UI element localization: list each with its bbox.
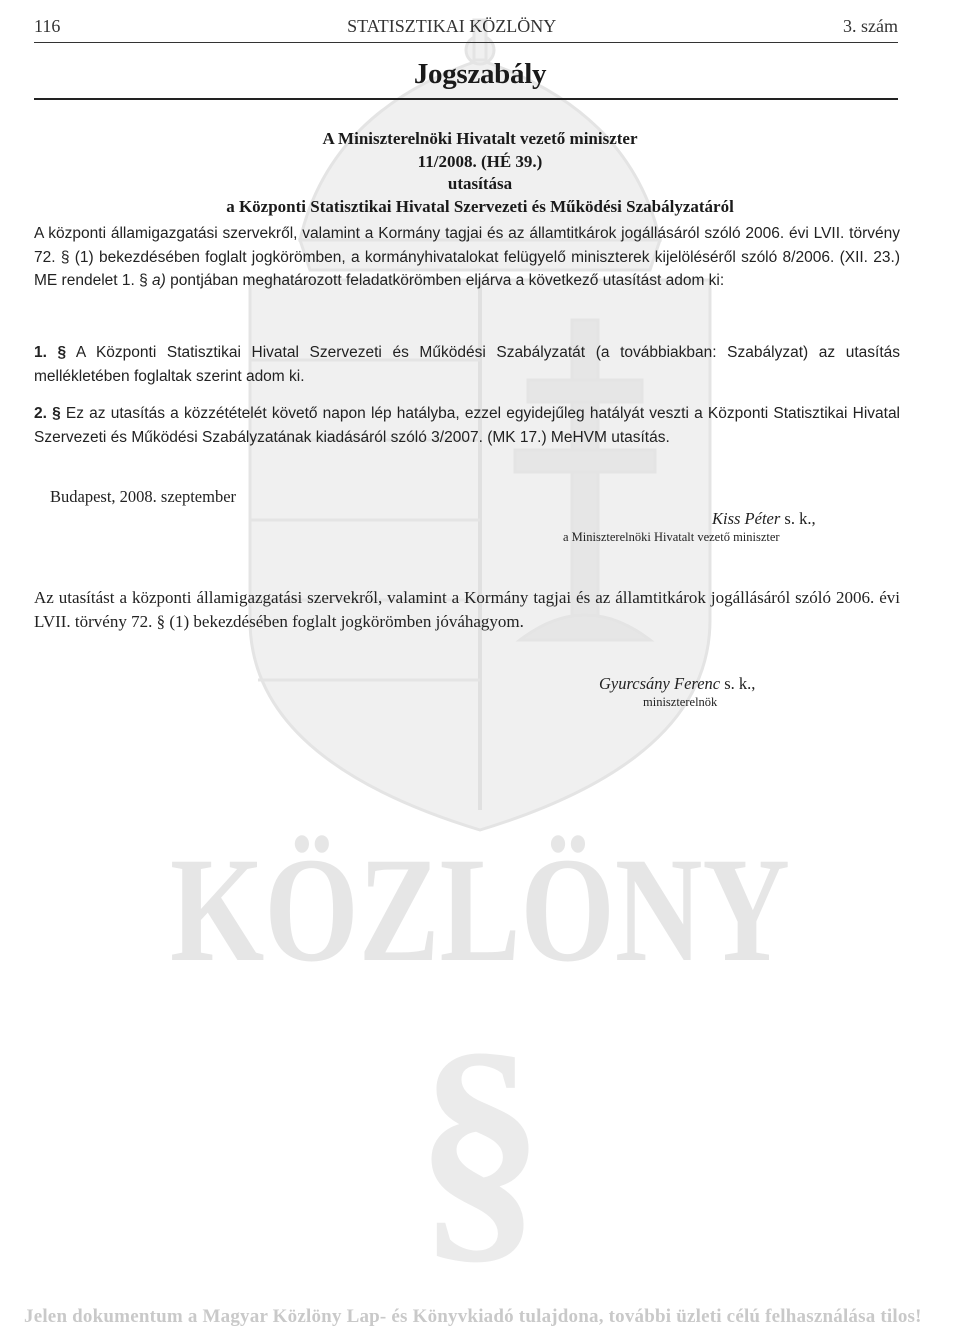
place-date: Budapest, 2008. szeptember: [50, 487, 237, 506]
section-2-label: 2. §: [34, 405, 61, 422]
title-divider: [34, 98, 898, 100]
copyright-notice: Jelen dokumentum a Magyar Közlöny Lap- és Könyvkiadó tulajdona, további üzleti célú felhasználása tilos!: [24, 1306, 922, 1327]
section-1-paragraph: [34, 341, 900, 388]
section-1-label: 1. §: [34, 344, 67, 361]
signature-1-suffix: s. k.,: [780, 509, 816, 528]
approval-paragraph: Az utasítást a központi államigazgatási szervekről, valamint a Kormány tagjai és az államtitkárok jogállásáról szóló 2006. évi LVII. törvény 72. § (1) bekezdésében foglalt jogkörömben jóváhagyom.: [34, 588, 900, 631]
signature-2-name-line: [599, 674, 755, 694]
signature-1-role: a Miniszterelnöki Hivatalt vezető miniszter: [563, 530, 780, 544]
watermark-word: KÖZLÖNY: [170, 827, 790, 993]
decree-type: utasítása: [447, 174, 513, 193]
section-1-text: A Központi Statisztikai Hivatal Szervezeti és Működési Szabályzatát (a továbbiakban: Szabályzat) az utasítás mellékletében foglaltak szerint adom ki.: [34, 344, 900, 385]
signature-2-suffix: s. k.,: [720, 674, 756, 693]
signature-2-name: Gyurcsány Ferenc: [599, 674, 721, 693]
section-title: Jogszabály: [413, 58, 547, 90]
preamble-part1: A központi államigazgatási szervekről, valamint a Kormány tagjai és az államtitkárok jogállásáról szóló 2006. évi LVII. törvény 72. § (1) bekezdésében foglalt jogkörömben, a kormányhivatalokat felügyelő miniszterek kijelöléséről szóló 8/2006. (XII. 23.) ME rendelet 1. §: [34, 225, 900, 289]
journal-title: STATISZTIKAI KÖZLÖNY: [347, 16, 557, 36]
signature-1-name-line: [712, 509, 816, 529]
running-header: [34, 16, 898, 37]
watermark-section-symbol: §: [415, 999, 545, 1287]
decree-heading: [0, 128, 960, 218]
header-divider: [34, 42, 898, 43]
decree-number: 11/2008. (HÉ 39.): [417, 151, 543, 171]
section-2-text: Ez az utasítás a közzétételét követő napon lép hatályba, ezzel egyidejűleg hatályát veszti a Központi Statisztikai Hivatal Szervezeti és Működési Szabályzatának kiadásáról szóló 3/2007. (MK 17.) MeHVM utasítás.: [34, 405, 901, 446]
signature-2-role: miniszterelnök: [643, 695, 718, 709]
preamble-paragraph: [34, 222, 900, 293]
decree-issuer: A Miniszterelnöki Hivatalt vezető miniszter: [322, 129, 638, 148]
preamble-part2: pontjában meghatározott feladatkörömben eljárva a következő utasítást adom ki:: [165, 272, 725, 289]
decree-subject: a Központi Statisztikai Hivatal Szervezeti és Működési Szabályzatáról: [226, 196, 734, 216]
preamble-italic: a): [152, 272, 166, 289]
section-2-paragraph: [34, 402, 900, 449]
issue-number: 3. szám: [843, 16, 898, 36]
page-number: 116: [34, 16, 61, 36]
signature-1-name: Kiss Péter: [712, 509, 781, 528]
